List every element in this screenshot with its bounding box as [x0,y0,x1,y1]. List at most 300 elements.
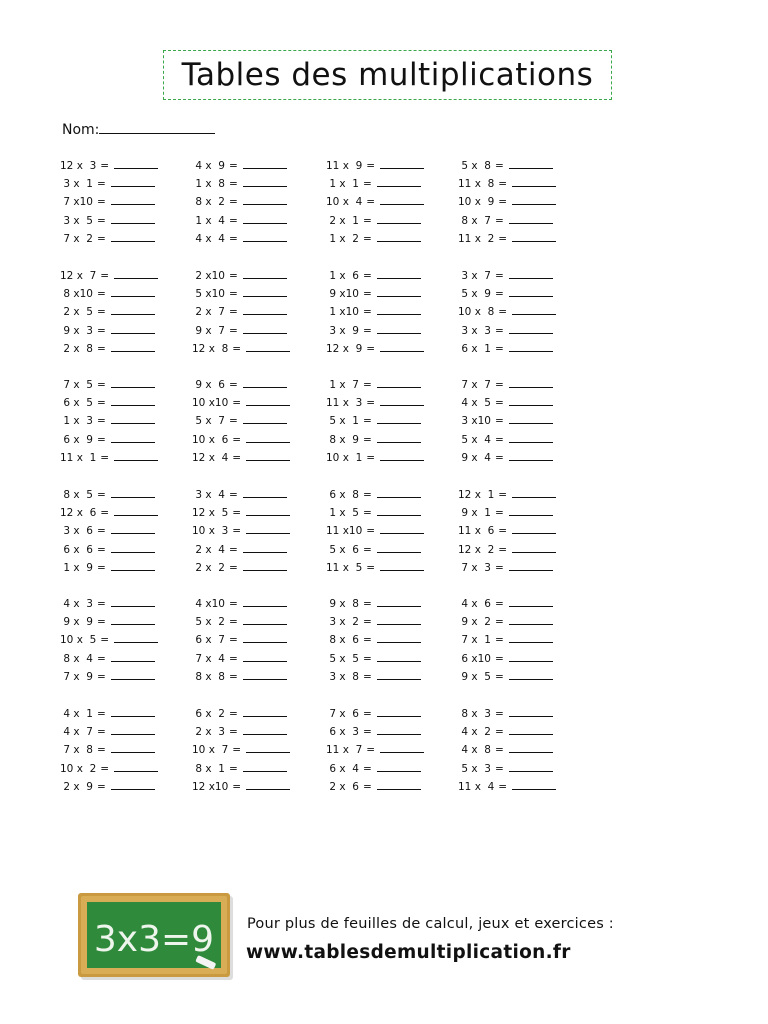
answer-blank[interactable] [246,779,290,790]
equals-sign: = [96,744,106,757]
equation-row [192,432,290,446]
equals-sign: = [362,433,372,446]
footer-promo-text: Pour plus de feuilles de calcul, jeux et exercices : [247,916,614,932]
equals-sign: = [96,598,106,610]
equals-sign: = [362,726,372,739]
equation-expression: 9 x 2 [458,616,491,629]
answer-blank[interactable] [111,487,155,498]
answer-blank[interactable] [111,742,155,753]
answer-blank[interactable] [509,596,553,607]
equation-expression: 6 x 4 [326,762,359,775]
answer-blank[interactable] [509,761,553,772]
answer-blank[interactable] [243,213,287,224]
equation-row [326,194,424,208]
equation-row [326,742,424,756]
answer-blank[interactable] [111,176,155,187]
equation-row [192,742,290,756]
equation-row [458,213,553,227]
equals-sign: = [96,708,106,720]
equals-sign: = [96,415,106,428]
equation-row [326,432,421,446]
equals-sign: = [362,634,372,647]
answer-blank[interactable] [243,323,287,334]
equals-sign: = [100,270,110,282]
equation-row [192,304,287,318]
equation-expression: 2 x 6 [326,780,359,793]
equals-sign: = [228,634,238,647]
answer-blank[interactable] [509,669,553,680]
answer-blank[interactable] [380,158,424,169]
answer-blank[interactable] [377,286,421,297]
answer-blank[interactable] [509,614,553,625]
equation-row [458,614,553,628]
equals-sign: = [366,451,376,464]
equals-sign: = [232,397,242,410]
answer-blank[interactable] [114,761,158,772]
equation-row [458,742,553,756]
equation-expression: 4 x 9 [192,160,225,172]
answer-blank[interactable] [243,194,287,205]
answer-blank[interactable] [377,487,421,498]
answer-blank[interactable] [377,176,421,187]
equation-row [60,632,158,646]
equals-sign: = [494,634,504,647]
answer-blank[interactable] [243,231,287,242]
equation-row [326,413,421,427]
equation-row [326,706,421,720]
equation-expression: 8 x 3 [458,708,491,720]
equation-expression: 10 x 9 [458,196,495,209]
equation-expression: 5 x 7 [192,415,225,428]
equals-sign: = [96,379,106,391]
answer-blank[interactable] [111,286,155,297]
equals-sign: = [96,489,106,501]
equals-sign: = [494,270,504,282]
equals-sign: = [96,397,106,410]
equation-row [326,231,421,245]
equation-row [60,213,155,227]
answer-blank[interactable] [111,669,155,680]
equation-row [192,450,290,464]
answer-blank[interactable] [111,614,155,625]
answer-blank[interactable] [377,542,421,553]
equation-row [458,395,553,409]
equation-expression: 4 x 2 [458,726,491,739]
answer-blank[interactable] [509,450,553,461]
equation-expression: 7 x 3 [458,561,491,574]
equals-sign: = [228,616,238,629]
equation-row [458,158,553,172]
answer-blank[interactable] [111,377,155,388]
equals-sign: = [96,433,106,446]
equation-expression: 5 x 6 [326,543,359,556]
answer-blank[interactable] [509,395,553,406]
answer-blank[interactable] [377,377,421,388]
equation-row [60,669,155,683]
equation-row [326,542,421,556]
equation-row [60,341,155,355]
equals-sign: = [96,652,106,665]
equals-sign: = [228,324,238,337]
footer-website-link[interactable]: www.tablesdemultiplication.fr [246,942,571,963]
equation-expression: 1 x 1 [326,178,359,191]
equation-row [60,268,158,282]
equation-expression: 7 x 9 [60,670,93,683]
equation-expression: 12 x 9 [326,342,363,355]
equation-expression: 2 x 5 [60,306,93,319]
answer-blank[interactable] [243,542,287,553]
answer-blank[interactable] [377,761,421,772]
equals-sign: = [232,525,242,538]
answer-blank[interactable] [377,669,421,680]
equation-row [458,286,553,300]
answer-blank[interactable] [243,158,287,169]
answer-blank[interactable] [377,651,421,662]
answer-blank[interactable] [512,523,556,534]
equation-row [458,176,556,190]
equals-sign: = [494,415,504,428]
equation-expression: 5 x 9 [458,288,491,301]
answer-blank[interactable] [509,632,553,643]
equation-expression: 2 x 2 [192,561,225,574]
equation-row [458,761,553,775]
equation-expression: 7 x 2 [60,232,93,245]
answer-blank[interactable] [243,706,287,717]
answer-blank[interactable] [243,560,287,571]
equation-row [192,176,287,190]
equals-sign: = [494,726,504,739]
answer-blank[interactable] [377,413,421,424]
equals-sign: = [228,379,238,391]
answer-blank[interactable] [377,432,421,443]
equation-row [458,596,553,610]
equation-expression: 3 x 8 [326,670,359,683]
equals-sign: = [362,214,372,227]
equals-sign: = [96,196,106,209]
answer-blank[interactable] [512,487,556,498]
equation-expression: 8 x 7 [458,214,491,227]
answer-blank[interactable] [377,706,421,717]
answer-blank[interactable] [111,194,155,205]
answer-blank[interactable] [243,596,287,607]
answer-blank[interactable] [246,395,290,406]
answer-blank[interactable] [380,450,424,461]
equals-sign: = [494,324,504,337]
equation-expression: 10 x 2 [60,762,97,775]
equation-expression: 3 x 9 [326,324,359,337]
answer-blank[interactable] [243,487,287,498]
equals-sign: = [498,232,508,245]
answer-blank[interactable] [246,505,290,516]
equals-sign: = [96,342,106,355]
answer-blank[interactable] [114,158,158,169]
equation-row [326,450,424,464]
equation-row [326,487,421,501]
answer-blank[interactable] [512,779,556,790]
equals-sign: = [96,525,106,538]
equals-sign: = [494,598,504,610]
equals-sign: = [494,214,504,227]
equals-sign: = [366,525,376,538]
equals-sign: = [494,507,504,520]
equals-sign: = [362,288,372,301]
equation-expression: 1 x 3 [60,415,93,428]
answer-blank[interactable] [111,724,155,735]
board-text: 3x3=9 [93,919,215,960]
equals-sign: = [228,652,238,665]
equation-row [458,505,553,519]
answer-blank[interactable] [512,304,556,315]
answer-blank[interactable] [512,542,556,553]
equation-row [326,395,424,409]
answer-blank[interactable] [243,651,287,662]
equation-expression: 12 x 1 [458,489,495,501]
answer-blank[interactable] [114,632,158,643]
answer-blank[interactable] [377,505,421,516]
equation-expression: 7 x 8 [60,744,93,757]
equation-expression: 2 x 9 [60,780,93,793]
answer-blank[interactable] [377,323,421,334]
equation-row [60,523,155,537]
answer-blank[interactable] [512,176,556,187]
answer-blank[interactable] [243,176,287,187]
answer-blank[interactable] [377,779,421,790]
equation-row [192,761,287,775]
equation-expression: 12 x 5 [192,507,229,520]
equation-row [458,341,553,355]
equals-sign: = [494,616,504,629]
answer-blank[interactable] [509,651,553,662]
equation-expression: 10 x 5 [60,634,97,647]
equation-expression: 5 x 5 [326,652,359,665]
equals-sign: = [96,306,106,319]
answer-blank[interactable] [380,560,424,571]
answer-blank[interactable] [377,304,421,315]
answer-blank[interactable] [512,194,556,205]
equation-row [60,596,155,610]
equation-expression: 3 x 2 [326,616,359,629]
answer-blank[interactable] [111,779,155,790]
equation-expression: 12 x 7 [60,270,97,282]
equation-row [60,194,155,208]
answer-blank[interactable] [380,523,424,534]
answer-blank[interactable] [246,742,290,753]
answer-blank[interactable] [114,505,158,516]
answer-blank[interactable] [380,194,424,205]
equation-expression: 2 x 1 [326,214,359,227]
equation-expression: 9 x 7 [192,324,225,337]
answer-blank[interactable] [509,213,553,224]
answer-blank[interactable] [111,523,155,534]
answer-blank[interactable] [377,724,421,735]
equation-expression: 10 x 4 [326,196,363,209]
equation-expression: 11 x10 [326,525,363,538]
answer-blank[interactable] [243,761,287,772]
answer-blank[interactable] [243,413,287,424]
answer-blank[interactable] [509,413,553,424]
answer-blank[interactable] [111,651,155,662]
answer-blank[interactable] [377,632,421,643]
equation-expression: 5 x 3 [458,762,491,775]
equation-expression: 9 x 4 [458,451,491,464]
equation-expression: 4 x10 [192,598,225,610]
equation-row [458,231,556,245]
answer-blank[interactable] [380,395,424,406]
answer-blank[interactable] [377,213,421,224]
answer-blank[interactable] [509,268,553,279]
equals-sign: = [494,397,504,410]
equals-sign: = [232,342,242,355]
equation-row [60,450,158,464]
answer-blank[interactable] [114,268,158,279]
equation-expression: 8 x 6 [326,634,359,647]
equation-row [192,632,287,646]
equals-sign: = [100,451,110,464]
answer-blank[interactable] [512,231,556,242]
answer-blank[interactable] [243,377,287,388]
answer-blank[interactable] [114,450,158,461]
equation-expression: 3 x 1 [60,178,93,191]
answer-blank[interactable] [509,432,553,443]
equation-row [458,377,553,391]
equation-row [326,761,421,775]
equation-expression: 3 x 7 [458,270,491,282]
answer-blank[interactable] [377,614,421,625]
equals-sign: = [96,232,106,245]
equation-row [60,742,155,756]
equals-sign: = [494,288,504,301]
answer-blank[interactable] [380,742,424,753]
equation-expression: 8 x 2 [192,196,225,209]
answer-blank[interactable] [111,413,155,424]
equation-expression: 2 x 8 [60,342,93,355]
equation-row [60,158,158,172]
equals-sign: = [228,598,238,610]
equation-expression: 11 x 7 [326,744,363,757]
equation-row [458,669,553,683]
answer-blank[interactable] [243,724,287,735]
equation-row [326,286,421,300]
answer-blank[interactable] [111,304,155,315]
answer-blank[interactable] [111,395,155,406]
equation-row [458,651,553,665]
answer-blank[interactable] [509,706,553,717]
equation-expression: 3 x 3 [458,324,491,337]
equation-expression: 6 x 1 [458,342,491,355]
equation-row [326,341,424,355]
answer-blank[interactable] [243,669,287,680]
equation-row [192,487,287,501]
equation-row [326,323,421,337]
equation-expression: 4 x 5 [458,397,491,410]
equation-expression: 7 x 1 [458,634,491,647]
answer-blank[interactable] [509,724,553,735]
equals-sign: = [96,780,106,793]
answer-blank[interactable] [509,560,553,571]
equation-row [458,304,556,318]
answer-blank[interactable] [111,560,155,571]
equals-sign: = [494,652,504,665]
answer-blank[interactable] [243,614,287,625]
equation-row [60,395,155,409]
answer-blank[interactable] [111,213,155,224]
equation-row [192,614,287,628]
equation-row [60,304,155,318]
answer-blank[interactable] [243,304,287,315]
equals-sign: = [228,543,238,556]
answer-blank[interactable] [509,341,553,352]
answer-blank[interactable] [380,341,424,352]
answer-blank[interactable] [509,158,553,169]
answer-blank[interactable] [111,596,155,607]
answer-blank[interactable] [111,542,155,553]
equation-expression: 1 x 7 [326,379,359,391]
equation-row [326,724,421,738]
equals-sign: = [228,415,238,428]
answer-blank[interactable] [509,742,553,753]
answer-blank[interactable] [243,268,287,279]
equals-sign: = [494,342,504,355]
answer-blank[interactable] [377,231,421,242]
answer-blank[interactable] [243,632,287,643]
equals-sign: = [228,670,238,683]
answer-blank[interactable] [246,523,290,534]
answer-blank[interactable] [246,450,290,461]
equals-sign: = [228,489,238,501]
answer-blank[interactable] [509,377,553,388]
answer-blank[interactable] [111,323,155,334]
equation-expression: 7 x10 [60,196,93,209]
equation-expression: 3 x 4 [192,489,225,501]
equals-sign: = [494,451,504,464]
answer-blank[interactable] [377,268,421,279]
equation-expression: 8 x 5 [60,489,93,501]
equation-expression: 6 x 5 [60,397,93,410]
equation-row [458,632,553,646]
answer-blank[interactable] [246,432,290,443]
equation-expression: 8 x10 [60,288,93,301]
equation-expression: 12 x 4 [192,451,229,464]
equation-expression: 9 x 5 [458,670,491,683]
equals-sign: = [494,744,504,757]
answer-blank[interactable] [111,231,155,242]
equation-expression: 10 x 8 [458,306,495,319]
equals-sign: = [228,288,238,301]
equation-row [192,194,287,208]
equation-expression: 6 x 6 [60,543,93,556]
equals-sign: = [232,433,242,446]
answer-blank[interactable] [243,286,287,297]
answer-blank[interactable] [111,432,155,443]
equation-row [326,651,421,665]
equation-row [458,413,553,427]
equation-row [192,413,287,427]
answer-blank[interactable] [111,706,155,717]
answer-blank[interactable] [246,341,290,352]
page-title: Tables des multiplications [181,57,594,93]
answer-blank[interactable] [509,505,553,516]
equation-expression: 12 x 6 [60,507,97,520]
equation-expression: 1 x 8 [192,178,225,191]
answer-blank[interactable] [111,341,155,352]
equation-row [192,158,287,172]
equals-sign: = [232,507,242,520]
answer-blank[interactable] [509,286,553,297]
equation-expression: 11 x 6 [458,525,495,538]
answer-blank[interactable] [509,323,553,334]
answer-blank[interactable] [377,596,421,607]
equation-expression: 8 x 8 [192,670,225,683]
